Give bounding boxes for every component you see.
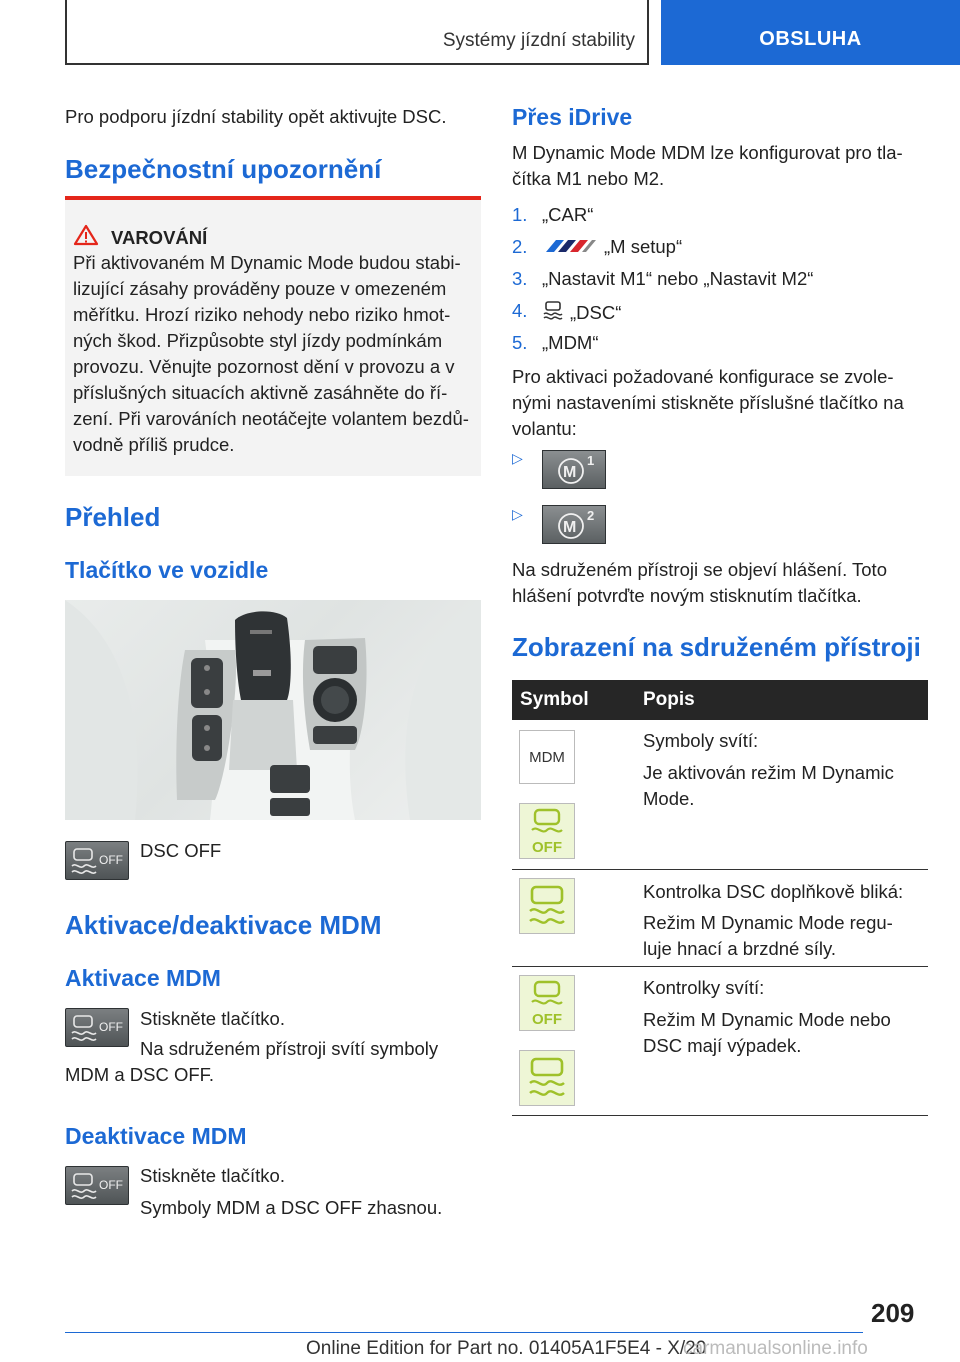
row2-line2: Režim M Dynamic Mode regu‐ xyxy=(643,912,893,933)
message-text-1: Na sdruženém přístroji se objeví hlášení. Toto xyxy=(512,559,887,580)
row2-line3: luje hnací a brzdné síly. xyxy=(643,938,836,959)
step-label: „MDM“ xyxy=(542,332,599,353)
step-number: 2. xyxy=(512,236,528,257)
table-divider xyxy=(512,1115,928,1116)
deactivate-step: Stiskněte tlačítko. xyxy=(140,1165,285,1186)
idrive-text-1: M Dynamic Mode MDM lze konfigurovat pro tla‐ xyxy=(512,142,903,163)
dsc-car-icon xyxy=(542,300,564,325)
off-label: OFF xyxy=(99,1020,123,1034)
header-box xyxy=(65,0,649,65)
deactivate-result: Symboly MDM a DSC OFF zhasnou. xyxy=(140,1197,443,1218)
step-number: 3. xyxy=(512,268,528,289)
off-label: OFF xyxy=(99,853,123,867)
activation-text-1: Pro aktivaci požadované konfigurace se zvole‐ xyxy=(512,366,894,387)
row2-line1: Kontrolka DSC doplňkově bliká: xyxy=(643,881,904,902)
dsc-off-button-icon xyxy=(65,841,129,880)
warning-label: VAROVÁNÍ xyxy=(111,226,208,248)
warning-line: ných škod. Přizpůsobte styl jízdy podmínkám xyxy=(73,330,443,351)
warning-line: lizující zásahy prováděny pouze v omezeném xyxy=(73,278,447,299)
col-symbol: Symbol xyxy=(520,689,589,710)
button-heading: Tlačítko ve vozidle xyxy=(65,557,269,583)
activation-text-2: nými nastaveními stiskněte příslušné tlačítko na xyxy=(512,392,904,413)
step-number: 4. xyxy=(512,300,528,321)
step-number: 5. xyxy=(512,332,528,353)
step-text xyxy=(542,300,621,325)
table-divider xyxy=(512,966,928,967)
edition-text: Online Edition for Part no. 01405A1F5E4 - X/20 xyxy=(306,1338,707,1359)
row1-line2: Je aktivován režim M Dynamic xyxy=(643,762,894,783)
activate-result: Na sdruženém přístroji svítí symboly xyxy=(140,1038,439,1059)
overview-heading: Přehled xyxy=(65,502,161,532)
row3-line1: Kontrolky svítí: xyxy=(643,977,765,998)
activation-text-3: volantu: xyxy=(512,418,577,439)
dsc-off-indicator-icon xyxy=(519,803,575,859)
off-label: OFF xyxy=(99,1178,123,1192)
m2-letter: M xyxy=(563,519,577,536)
chapter-tab[interactable]: OBSLUHA xyxy=(661,0,960,65)
message-text-2: hlášení potvrďte novým stisknutím tlačítka. xyxy=(512,585,862,606)
page-number: 209 xyxy=(871,1298,915,1328)
mdm-symbol-icon xyxy=(519,730,575,784)
warning-triangle-icon xyxy=(73,224,99,251)
dsc-indicator-icon xyxy=(519,878,575,934)
bullet-arrow: ▷ xyxy=(512,506,523,522)
step-label: „CAR“ xyxy=(542,204,594,225)
m2-button-icon xyxy=(542,505,606,544)
activate-heading: Aktivace MDM xyxy=(65,965,221,991)
warning-line: vodně příliš prudce. xyxy=(73,434,235,455)
warning-line: provozu. Věnujte pozornost dění v provozu a v xyxy=(73,356,455,377)
row3-line3: DSC mají výpadek. xyxy=(643,1035,802,1056)
footer-rule xyxy=(65,1332,863,1333)
warning-box xyxy=(65,196,481,476)
col-description: Popis xyxy=(643,689,695,710)
step-text xyxy=(542,332,599,354)
mdm-heading: Aktivace/deaktivace MDM xyxy=(65,910,382,940)
bullet-arrow: ▷ xyxy=(512,450,523,466)
display-heading: Zobrazení na sdruženém přístroji xyxy=(512,632,921,662)
m2-number: 2 xyxy=(587,508,595,523)
step-label: „Nastavit M1“ nebo „Nastavit M2“ xyxy=(542,268,814,289)
step-number: 1. xyxy=(512,204,528,225)
watermark: carmanualsonline.info xyxy=(683,1338,868,1359)
step-label: „M setup“ xyxy=(604,236,683,257)
step-text xyxy=(542,268,813,290)
symbol-table-header xyxy=(512,680,928,720)
row3-line2: Režim M Dynamic Mode nebo xyxy=(643,1009,891,1030)
step-label: „DSC“ xyxy=(570,301,622,323)
safety-heading: Bezpečnostní upozornění xyxy=(65,154,382,184)
mdm-symbol-text: MDM xyxy=(529,749,565,766)
dsc-off-button-icon xyxy=(65,1008,129,1047)
warning-line: zení. Při varováních neotáčejte volantem bezdů‐ xyxy=(73,408,469,429)
idrive-heading: Přes iDrive xyxy=(512,104,633,130)
activate-result-cont: MDM a DSC OFF. xyxy=(65,1064,215,1085)
warning-header xyxy=(73,224,207,251)
table-divider xyxy=(512,869,928,870)
warning-line: měřítku. Hrozí riziko nehody nebo riziko hmot‐ xyxy=(73,304,451,325)
m1-letter: M xyxy=(563,464,577,481)
dsc-off-caption: DSC OFF xyxy=(140,840,222,861)
activate-step: Stiskněte tlačítko. xyxy=(140,1008,285,1029)
m1-button-icon xyxy=(542,450,606,489)
intro-text: Pro podporu jízdní stability opět aktivujte DSC. xyxy=(65,106,447,127)
idrive-text-2: čítka M1 nebo M2. xyxy=(512,168,665,189)
warning-text xyxy=(73,250,477,458)
warning-line: Při aktivovaném M Dynamic Mode budou stabi‐ xyxy=(73,252,461,273)
step-text xyxy=(542,204,593,226)
m-stripes-icon xyxy=(542,236,598,258)
dsc-off-indicator-icon xyxy=(519,975,575,1031)
dsc-indicator-icon xyxy=(519,1050,575,1106)
row1-line3: Mode. xyxy=(643,788,695,809)
deactivate-heading: Deaktivace MDM xyxy=(65,1123,247,1149)
step-text xyxy=(542,236,682,258)
dsc-off-button-icon xyxy=(65,1166,129,1205)
m1-number: 1 xyxy=(587,453,595,468)
warning-line: příslušných situacích aktivně zasáhněte do ří‐ xyxy=(73,382,448,403)
off-symbol-text: OFF xyxy=(532,839,562,856)
row1-line1: Symboly svítí: xyxy=(643,730,759,751)
section-title: Systémy jízdní stability xyxy=(442,30,635,51)
vehicle-interior-image xyxy=(65,600,481,820)
off-symbol-text: OFF xyxy=(532,1011,562,1028)
